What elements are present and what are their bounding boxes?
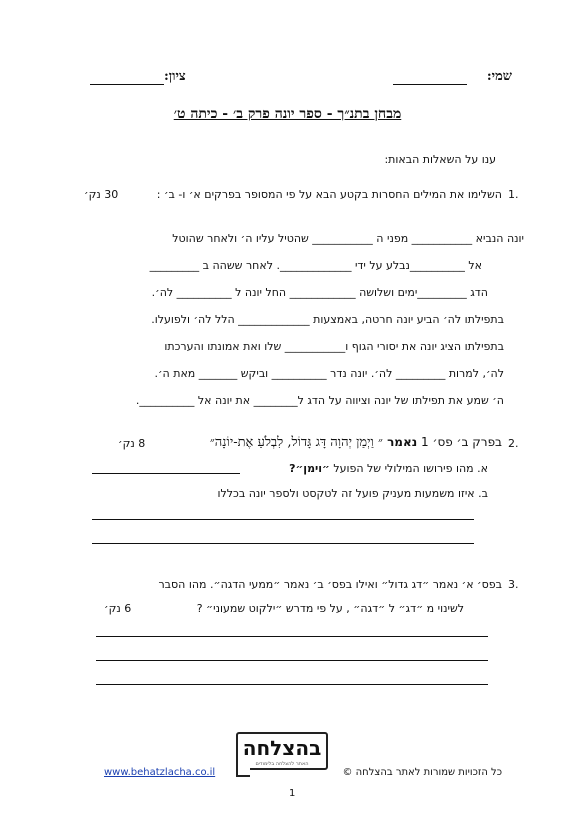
grade-label: ציון: (164, 69, 186, 84)
q2-text-bold: נאמר (387, 435, 418, 449)
q1-line-7: ה׳ שמע את תפילתו של יונה וציווה על הדג ל________ את יונה אל __________. (135, 394, 504, 407)
page-number: 1 (289, 788, 296, 799)
logo-text: בהצלחה (242, 736, 322, 760)
q3-line-1: בפס׳ א׳ נאמר ״דג גדול״ ואילו בפס׳ ב׳ נאמר ״ממעי הדגה״. מהו הסבר (158, 578, 502, 591)
q3-points: 6 נק׳ (104, 602, 132, 615)
q2-sub-a (289, 462, 488, 475)
q3-line-2: לשינוי מ ״דג״ ל ״דגה״ , על פי מדרש ״ילקוט שמעוני״ ? (196, 602, 464, 615)
name-label: שמי: (486, 69, 512, 84)
q1-line-6: לה׳, למרות _________ לה׳. יונה נדר __________ וביקש _______ מאת ה׳. (154, 367, 504, 380)
q2-answer-b-line-2[interactable] (92, 543, 474, 544)
q2-answer-a[interactable] (92, 473, 240, 474)
q1-line-4: בתפילתו לה׳ הביע יונה חרטה, באמצעות _____________ הלל לה׳ ולפועלו. (151, 313, 504, 326)
site-logo (236, 732, 328, 770)
page-title: מבחן בתנ״ך - ספר יונה פרק ב׳ - כיתה ט׳ (173, 106, 402, 122)
copyright-text: כל הזכויות שמורות לאתר בהצלחה © (342, 767, 502, 778)
q1-line-2: אל __________נבלע על ידי _____________. לאחר ששהה ב _________ (149, 259, 482, 272)
q2-sub-b: ב. איזו משמעות מעניק פועל זה לטקסט ולספר יונה בכללו (217, 487, 488, 500)
name-field[interactable] (393, 84, 467, 85)
q1-points: 30 נק׳ (84, 188, 119, 201)
q2-text-a: בפרק ב׳ פס׳ 1 (417, 435, 502, 449)
site-url-link[interactable]: www.behatzlacha.co.il (104, 767, 216, 778)
q2-sub-a-bold: ״וימן״? (289, 462, 330, 475)
q1-line-3: הדג _________ימים ושלושה ____________ החל יונה ל __________ לה׳. (151, 286, 488, 299)
q2-quote: ״ וַיְמַן יְהוָה דָּג גָּדוֹל, לִבְלֹעַ אֶת-יוֹנָה״ (209, 435, 388, 450)
q2-answer-b-line-1[interactable] (92, 519, 474, 520)
q1-line-5: בתפילתו הציג יונה את יסורי הגוף ו___________ שלו ואת אמונתו והערכתו (164, 340, 504, 353)
speech-tail-icon (236, 766, 250, 777)
q2-points: 8 נק׳ (118, 437, 146, 450)
q1-text: השלימו את המילים החסרות בקטע הבא על פי המסופר בפרקים א׳ ו- ב׳ : (156, 188, 502, 201)
logo-subtitle: האתר להצלחה בלימודים (255, 761, 309, 767)
q3-answer-line-3[interactable] (96, 684, 488, 685)
grade-field[interactable] (90, 84, 164, 85)
q3-number: 3. (508, 578, 519, 591)
q1-line-1: יונה הנביא ___________ מפני ה ___________ שהטיל עליו ה׳ ולאחר שהוטל (172, 232, 524, 245)
q3-answer-line-1[interactable] (96, 636, 488, 637)
q2-sub-a-text: א. מהו פירושו המילולי של הפועל (329, 462, 488, 475)
q3-answer-line-2[interactable] (96, 660, 488, 661)
instructions: ענו על השאלות הבאות: (384, 153, 496, 166)
q2-text (210, 434, 502, 450)
q1-number: 1. (508, 188, 519, 201)
q2-number: 2. (508, 437, 519, 450)
